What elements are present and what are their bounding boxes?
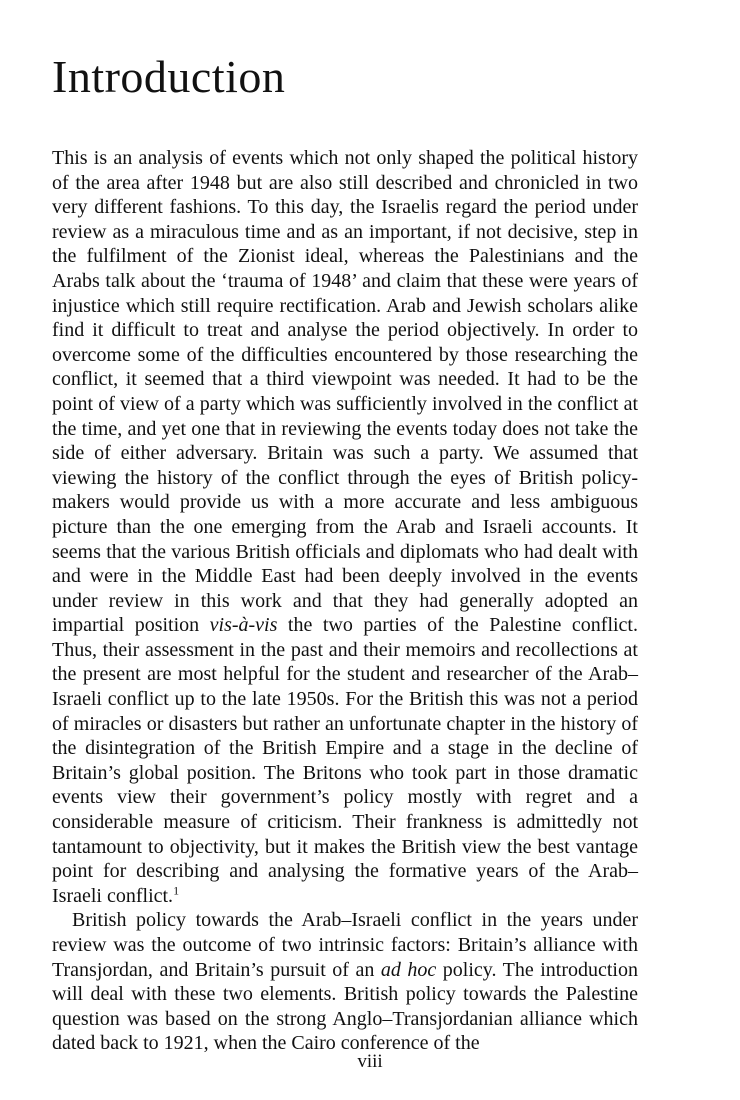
paragraph-1-text-continued: the two parties of the Palestine conflict. Thus, their assessment in the past and their memoirs and recollections at the present are most helpful for the student and researcher of the Arab–Israeli conflict up to the late 1950s. For the British this was not a period of miracles or disasters but rather an unfortunate chapter in the history of the disintegration of the British Empire and a stage in the decline of Britain’s global position. The Britons who took part in those dramatic events view their government’s policy mostly with regret and a considerable measure of criticism. Their frankness is admittedly not tantamount to objectivity, but it makes the British view the best vantage point for describing and analysing the formative years of the Arab–Israeli conflict. [52,614,638,907]
paragraph-2 [52,908,638,1056]
footnote-marker[interactable]: 1 [173,883,180,898]
page-number: viii [357,1051,383,1072]
body-text [52,146,638,1056]
italic-phrase-vis-a-vis: vis-à-vis [209,614,278,637]
italic-phrase-ad-hoc: ad hoc [380,958,437,981]
paragraph-2-text-continued: policy. The introduction will deal with these two elements. British policy towards the Palestine question was based on the strong Anglo–Transjordanian alliance which dated back to 1921, when the Cairo conference of the [52,958,638,1055]
paragraph-2-text: British policy towards the Arab–Israeli conflict in the years under review was the outcome of two intrinsic factors: Britain’s alliance with Transjordan, and Britain’s pursuit of an [52,909,638,981]
paragraph-1-text: This is an analysis of events which not only shaped the political history of the area after 1948 but are also still described and chronicled in two very different fashions. To this day, the Israelis regard the period under review as a miraculous time and as an important, if not decisive, step in the fulfilment of the Zionist ideal, whereas the Palestinians and the Arabs talk about the ‘trauma of 1948’ and claim that these were years of injustice which still require rectification. Arab and Jewish scholars alike find it difficult to treat and analyse the period objectively. In order to overcome some of the difficulties encountered by those researching the conflict, it seemed that a third viewpoint was needed. It had to be the point of view of a party which was sufficiently involved in the conflict at the time, and yet one that in reviewing the events today does not take the side of either adversary. Britain was such a party. We assumed that viewing the history of the conflict through the eyes of British policy-makers would provide us with a more accurate and less ambiguous picture than the one emerging from the Arab and Israeli accounts. It seems that the various British officials and diplomats who had dealt with and were in the Middle East had been deeply involved in the events under review in this work and that they had generally adopted an impartial position [52,147,638,637]
chapter-title: Introduction [52,51,286,102]
paragraph-1 [52,146,638,908]
